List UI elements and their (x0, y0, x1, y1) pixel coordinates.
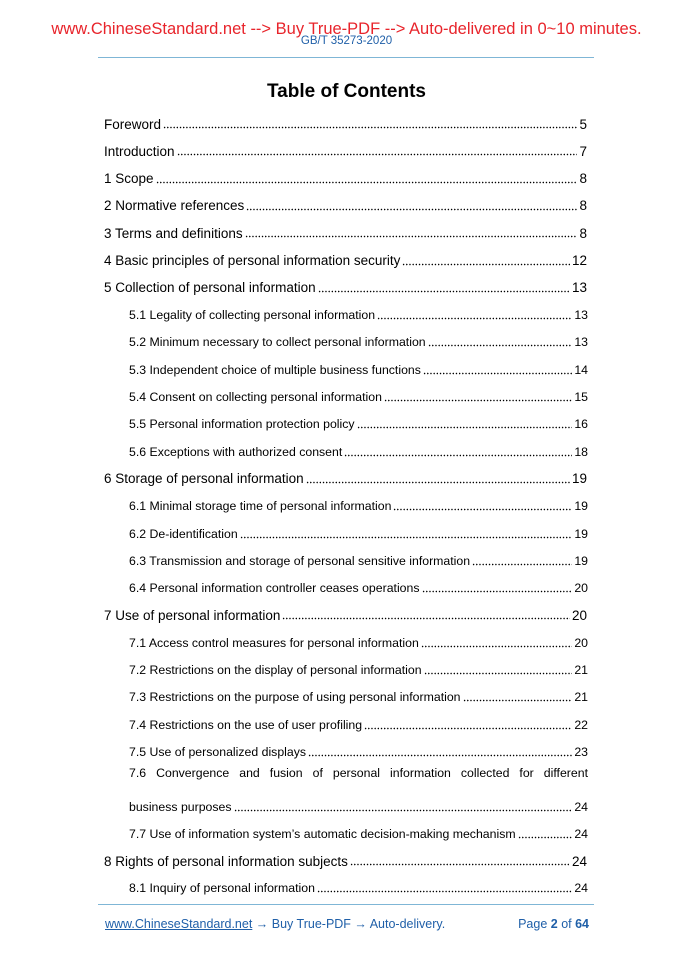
toc-entry-page: 8 (579, 198, 587, 214)
toc-entry-page: 20 (571, 607, 587, 623)
toc-entry[interactable] (104, 848, 587, 874)
toc-leader-dots (308, 754, 572, 757)
header-divider (98, 57, 594, 58)
toc-entry-page: 23 (574, 744, 588, 759)
toc-entry-page: 21 (574, 663, 588, 677)
toc-leader-dots (306, 481, 570, 484)
page-current: 2 (550, 917, 558, 931)
footer-divider (98, 904, 594, 905)
toc-entry[interactable] (129, 493, 588, 519)
toc-entry-page: 8 (579, 225, 587, 241)
toc-entry-label: 7.7 Use of information system’s automatic decision-making mechanism (129, 826, 516, 841)
toc-entry[interactable] (129, 821, 588, 847)
toc-leader-dots (240, 536, 573, 539)
toc-entry-page: 20 (574, 635, 588, 650)
toc-entry[interactable] (104, 220, 587, 246)
toc-leader-dots (393, 508, 572, 511)
toc-entry[interactable] (129, 766, 588, 792)
toc-entry-label: 5.5 Personal information protection policy (129, 417, 355, 432)
toc-entry[interactable] (104, 602, 587, 628)
toc-entry-label: 6.4 Personal information controller ceases operations (129, 581, 420, 596)
toc-entry-page: 7 (579, 143, 587, 159)
toc-entry[interactable] (129, 548, 588, 574)
toc-leader-dots (246, 208, 577, 211)
toc-entry-page: 19 (574, 526, 588, 541)
toc-leader-dots (245, 235, 578, 238)
toc-leader-dots (422, 590, 573, 593)
toc-leader-dots (377, 317, 572, 320)
toc-entry-label: 8 Rights of personal information subjects (104, 853, 348, 869)
toc-leader-dots (423, 372, 572, 375)
page-total: 64 (575, 917, 589, 931)
toc-leader-dots (344, 454, 572, 457)
toc-leader-dots (350, 863, 570, 866)
toc-entry[interactable] (129, 712, 588, 738)
toc-entry-page: 21 (574, 690, 588, 705)
toc-entry-page: 5 (579, 116, 587, 132)
toc-leader-dots (424, 672, 573, 675)
page-footer (105, 915, 589, 933)
promo-banner[interactable]: www.ChineseStandard.net --> Buy True-PDF --> Auto-delivered in 0~10 minutes. (51, 20, 642, 38)
toc-entry-page: 13 (571, 280, 587, 296)
standard-number: GB/T 35273-2020 (300, 35, 393, 47)
toc-entry-label: 7 Use of personal information (104, 607, 281, 623)
toc-entry-label: 5 Collection of personal information (104, 280, 316, 296)
toc-leader-dots (156, 181, 578, 184)
toc-entry[interactable] (104, 466, 587, 492)
toc-entry-page: 24 (574, 826, 588, 841)
page-prefix: Page (518, 917, 551, 931)
toc-leader-dots (318, 290, 570, 293)
toc-leader-dots (177, 153, 578, 156)
toc-entry-label: 7.4 Restrictions on the use of user profiling (129, 717, 363, 732)
toc-entry[interactable] (129, 439, 588, 465)
toc-entry[interactable] (129, 302, 588, 328)
toc-entry-page: 19 (574, 553, 588, 568)
toc-entry-label: 3 Terms and definitions (104, 225, 243, 241)
toc-entry-page: 18 (574, 444, 588, 459)
toc-leader-dots (421, 645, 573, 648)
toc-entry[interactable] (129, 384, 588, 410)
toc-entry-label: 6.3 Transmission and storage of personal sensitive information (129, 553, 471, 568)
toc-leader-dots (317, 890, 572, 893)
toc-entry[interactable] (129, 329, 588, 355)
toc-entry-label: 6 Storage of personal information (104, 471, 304, 487)
toc-entry-label: 7.6 Convergence and fusion of personal information collected for different (129, 766, 588, 781)
toc-entry[interactable] (129, 521, 588, 547)
toc-entry-page: 15 (574, 390, 588, 404)
toc-entry-page: 8 (579, 171, 587, 187)
toc-entry[interactable] (129, 575, 588, 601)
toc-leader-dots (472, 563, 572, 566)
toc-entry-label: 8.1 Inquiry of personal information (129, 881, 315, 896)
toc-entry-page: 13 (574, 335, 588, 350)
toc-entry[interactable] (129, 630, 588, 656)
toc-leader-dots (364, 727, 572, 730)
page-of: of (557, 917, 576, 931)
toc-entry-label: 2 Normative references (104, 198, 245, 214)
page-indicator (518, 915, 589, 933)
toc-entry-page: 20 (574, 581, 588, 596)
footer-site-link[interactable]: www.ChineseStandard.net (105, 917, 253, 931)
toc-leader-dots (282, 617, 570, 620)
toc-entry[interactable] (129, 875, 588, 901)
toc-entry[interactable] (104, 248, 587, 274)
toc-leader-dots (463, 699, 573, 702)
toc-entry[interactable] (104, 111, 587, 137)
toc-entry-label: 5.4 Consent on collecting personal information (129, 390, 382, 404)
toc-leader-dots (518, 836, 573, 839)
toc-entry-page: 24 (571, 853, 587, 869)
toc-entry-label: 6.1 Minimal storage time of personal information (129, 499, 392, 514)
toc-entry-label: 7.3 Restrictions on the purpose of using personal information (129, 690, 461, 705)
toc-entry[interactable] (129, 657, 588, 683)
toc-entry[interactable] (104, 166, 587, 192)
toc-leader-dots (234, 809, 573, 812)
toc-leader-dots (163, 126, 577, 129)
toc-entry-page: 24 (574, 881, 588, 896)
toc-entry[interactable] (129, 411, 588, 437)
toc-entry-label: 1 Scope (104, 171, 154, 187)
toc-entry-label: 5.2 Minimum necessary to collect personal information (129, 335, 426, 350)
toc-leader-dots (357, 426, 573, 429)
toc-entry-page: 19 (574, 499, 588, 514)
toc-entry[interactable] (104, 275, 587, 301)
toc-entry-page: 13 (574, 308, 588, 323)
toc-entry-label: 7.1 Access control measures for personal information (129, 635, 419, 650)
toc-entry-page: 16 (574, 417, 588, 432)
toc-entry-page: 12 (571, 253, 587, 268)
toc-leader-dots (402, 263, 570, 266)
toc-entry[interactable] (129, 739, 588, 765)
toc-entry-label: 5.3 Independent choice of multiple business functions (129, 362, 421, 377)
toc-entry-page: 22 (574, 717, 588, 732)
toc-entry[interactable] (129, 684, 588, 710)
page-title: Table of Contents (266, 81, 427, 102)
toc-entry[interactable] (104, 138, 587, 164)
toc-entry[interactable] (104, 193, 587, 219)
toc-entry-label: Foreword (104, 116, 162, 132)
toc-entry[interactable] (129, 794, 588, 820)
toc-entry-page: 24 (574, 799, 588, 814)
toc-leader-dots (428, 344, 573, 347)
toc-entry-label: Introduction (104, 143, 175, 159)
toc-entry-label: 4 Basic principles of personal information security (104, 253, 401, 268)
toc-entry-label: 6.2 De-identification (129, 526, 238, 541)
toc-leader-dots (384, 399, 572, 402)
toc-entry[interactable] (129, 357, 588, 383)
toc-entry-page: 19 (571, 471, 587, 487)
toc-entry-label: 7.5 Use of personalized displays (129, 744, 307, 759)
toc-entry-label: 5.6 Exceptions with authorized consent (129, 444, 343, 459)
toc-entry-label: 5.1 Legality of collecting personal information (129, 308, 376, 323)
toc-entry-page: 14 (574, 362, 588, 377)
toc-entry-label: business purposes (129, 799, 232, 814)
toc-entry-label: 7.2 Restrictions on the display of personal information (129, 663, 422, 677)
footer-delivery-text: → Buy True-PDF → Auto-delivery. (252, 917, 446, 931)
